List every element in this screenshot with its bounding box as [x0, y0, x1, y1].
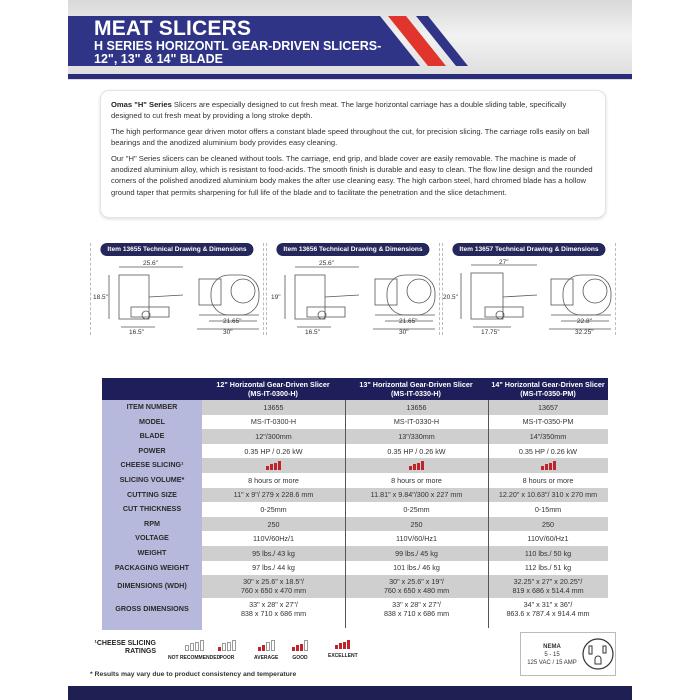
- technical-drawing-13656: [266, 243, 440, 335]
- description-box: [100, 90, 606, 218]
- table-cell: 12.20" x 10.63"/ 310 x 270 mm: [488, 488, 608, 503]
- technical-drawing-13657: [442, 243, 616, 335]
- table-cell: 95 lbs./ 43 kg: [202, 546, 345, 561]
- description-paragraph-1: [111, 99, 595, 122]
- table-cell: 13657: [488, 400, 608, 415]
- drawing-title: Item 13656 Technical Drawing & Dimensions: [276, 243, 429, 256]
- table-cell: 0-25mm: [260, 504, 287, 514]
- row-label: MODEL: [139, 416, 165, 426]
- drawing-diagram: [267, 257, 439, 335]
- nema-plug-box: [520, 632, 616, 676]
- table-cell: 250: [345, 517, 488, 532]
- table-cell: 110V/60/Hz1: [395, 534, 438, 544]
- table-cell: 14"/350mm: [488, 429, 608, 444]
- table-row: [102, 561, 608, 576]
- header-underline: [68, 74, 632, 79]
- legend-level-label: POOR: [219, 654, 235, 661]
- legend-title-line-1: ¹CHEESE SLICING: [94, 640, 156, 647]
- table-cell: 8 hours or more: [248, 475, 299, 485]
- table-cell: 101 lbs./ 46 kg: [393, 563, 440, 573]
- nema-label: NEMA: [543, 644, 561, 650]
- table-cell: 0-25mm: [403, 504, 430, 514]
- table-cell: 13656: [345, 400, 488, 415]
- table-cell: 112 lbs./ 51 kg: [524, 563, 572, 573]
- row-label: RPM: [144, 518, 160, 528]
- column-header-model: (MS-IT-0350-PM): [520, 389, 576, 398]
- legend-level: [254, 640, 278, 661]
- cheese-rating-bars-icon: [218, 640, 236, 651]
- table-cell: 34" x 31" x 36"/ 863.6 x 787.4 x 914.4 mm: [506, 599, 590, 618]
- nema-text: [525, 643, 579, 667]
- table-cell: 8 hours or more: [522, 475, 574, 485]
- table-cell: 11" x 9"/ 279 x 228.6 mm: [202, 488, 345, 503]
- table-cell: MS-IT-0300-H: [250, 417, 297, 427]
- table-row: [102, 517, 608, 532]
- table-cell: [488, 458, 608, 473]
- table-row: [102, 458, 608, 473]
- page-title: MEAT SLICERS: [94, 17, 252, 40]
- cheese-rating-bars-icon: [541, 461, 556, 470]
- drawing-diagram: [443, 257, 615, 335]
- table-cell: 110V/60Hz/1: [252, 534, 295, 544]
- legend-level-label: GOOD: [292, 654, 308, 661]
- table-cell: MS-IT-0350-PM: [522, 417, 574, 427]
- cheese-rating-bars-icon: [185, 640, 204, 651]
- row-label: DIMENSIONS (WDH): [117, 581, 187, 591]
- cheese-rating-bars-icon: [335, 640, 350, 649]
- column-divider: [488, 400, 489, 628]
- cheese-rating-bars-icon: [292, 640, 308, 651]
- row-label: CHEESE SLICING¹: [120, 460, 184, 470]
- table-cell: 8 hours or more: [391, 475, 442, 485]
- spec-sheet-page: [68, 0, 632, 700]
- nema-type: 5 - 15: [544, 652, 560, 658]
- table-cell: 32.25" x 27" x 20.25"/ 819 x 686 x 514.4 mm: [488, 575, 608, 598]
- header-banner: [68, 0, 632, 80]
- brand-name: Omas "H" Series: [111, 100, 172, 109]
- table-row: [102, 444, 608, 459]
- description-paragraph-2: The high performance gear driven motor offers a constant blade speed throughout the cut, for precision slicing. The carriage rolls easily on ball bearings and the anodized aluminium body provides easy cleaning.: [111, 126, 590, 148]
- legend-level: [168, 640, 220, 661]
- row-label: VOLTAGE: [135, 533, 169, 543]
- table-row: [102, 400, 608, 415]
- legend-level: [328, 640, 358, 659]
- table-row: [102, 473, 608, 488]
- table-cell: 30" x 25.6" x 19"/ 760 x 650 x 480 mm: [345, 575, 488, 598]
- dim-outer: 30": [399, 329, 409, 335]
- row-label: BLADE: [139, 431, 165, 441]
- column-divider: [345, 400, 346, 628]
- table-cell: 12"/300mm: [202, 429, 345, 444]
- table-row: [102, 415, 608, 430]
- legend-level-label: EXCELLENT: [328, 652, 358, 659]
- dim-outer: 30": [223, 329, 233, 335]
- dim-base: 17.75": [481, 329, 500, 335]
- table-cell: 11.81" x 9.84"/300 x 227 mm: [345, 488, 488, 503]
- cheese-rating-bars-icon: [409, 461, 424, 470]
- table-cell: [345, 458, 488, 473]
- row-label: ITEM NUMBER: [126, 402, 178, 411]
- column-header-title: 12" Horizontal Gear-Driven Slicer: [216, 380, 330, 389]
- table-cell: 250: [202, 517, 345, 532]
- legend-level: [292, 640, 308, 661]
- column-header-title: 14" Horizontal Gear-Driven Slicer: [491, 380, 605, 389]
- row-label: WEIGHT: [137, 548, 167, 557]
- spec-table-header: [102, 378, 608, 400]
- column-header-12in: [202, 380, 344, 398]
- cheese-slicing-legend: [88, 640, 408, 664]
- dim-outer: 32.25": [575, 329, 594, 335]
- drawing-title: Item 13657 Technical Drawing & Dimensions: [452, 243, 605, 256]
- table-cell: 97 lbs./ 44 kg: [252, 563, 295, 573]
- table-cell: 110V/60/Hz1: [527, 534, 569, 544]
- legend-level-label: NOT RECOMMENDED: [168, 654, 221, 661]
- footer-bar: [68, 686, 632, 700]
- table-cell: 0.35 HP / 0.26 kW: [244, 446, 303, 456]
- dim-height: 20.5": [443, 294, 458, 301]
- table-cell: 250: [488, 517, 608, 532]
- description-text-1: Slicers are especially designed to cut fresh meat. The large horizontal carriage has a double sliding table, specifically designed to cut fresh meat by providing a long stroke depth.: [111, 100, 567, 121]
- dim-inner: 22.8": [577, 318, 592, 325]
- row-label: CUT THICKNESS: [122, 504, 182, 514]
- disclaimer-note: * Results may vary due to product consistency and temperature: [90, 671, 297, 678]
- table-cell: 13655: [202, 400, 345, 415]
- technical-drawing-13655: [90, 243, 264, 335]
- table-row: [102, 502, 608, 517]
- table-cell: 0.35 HP / 0.26 kW: [518, 446, 578, 456]
- row-label: SLICING VOLUME*: [119, 475, 185, 484]
- column-header-14in: [488, 380, 608, 398]
- table-row: [102, 429, 608, 444]
- dim-width: 25.6": [143, 260, 158, 267]
- cheese-rating-bars-icon: [266, 461, 281, 470]
- drawing-title: Item 13655 Technical Drawing & Dimensions: [100, 243, 253, 256]
- legend-level: [218, 640, 236, 661]
- table-row: [102, 598, 608, 621]
- page-subtitle: [94, 40, 381, 65]
- dim-inner: 21.65": [223, 318, 242, 325]
- table-cell: 0-15mm: [534, 504, 562, 514]
- nema-5-15-outlet-icon: [581, 637, 615, 671]
- table-row: [102, 546, 608, 561]
- drawing-diagram: [91, 257, 263, 335]
- nema-rating: 125 VAC / 15 AMP: [527, 660, 577, 666]
- cheese-rating-bars-icon: [258, 640, 275, 651]
- dim-base: 16.5": [129, 329, 144, 335]
- row-label: POWER: [138, 445, 166, 455]
- dim-height: 19": [271, 294, 281, 301]
- table-cell: 0.35 HP / 0.26 kW: [387, 446, 446, 456]
- subtitle-line-2: 12", 13" & 14" BLADE: [94, 51, 223, 66]
- description-paragraph-3: Our "H" Series slicers can be cleaned without tools. The carriage, end grip, and blade cover are easily removable. The machine is made of anodized aluminium alloy, which is resistant to food-acids. The smooth finish is durable and easy to clean. The flow line design and the rounded corners of the polished anodized aluminium body makes the after use cleaning easy. The high carbon steel, hard chromed blade has a hollow ground taper that permits sharpening for full life of the blade and to facilitate the penetration and the slice detachment.: [111, 153, 593, 197]
- legend-title-line-2: RATINGS: [125, 647, 156, 655]
- table-cell: 110 lbs./ 50 kg: [488, 546, 608, 561]
- table-cell: 33" x 28" x 27"/ 838 x 710 x 686 mm: [383, 599, 450, 618]
- row-label: GROSS DIMENSIONS: [115, 603, 189, 613]
- column-header-13in: [345, 380, 487, 398]
- column-header-model: (MS-IT-0300-H): [248, 389, 298, 398]
- dim-width: 25.6": [319, 260, 334, 267]
- legend-title: [88, 640, 156, 655]
- table-cell: 13"/330mm: [345, 429, 488, 444]
- row-label: PACKAGING WEIGHT: [114, 562, 190, 572]
- column-header-model: (MS-IT-0330-H): [391, 389, 441, 398]
- dim-inner: 21.65": [399, 318, 418, 325]
- table-row: [102, 488, 608, 503]
- legend-level-label: AVERAGE: [254, 654, 279, 661]
- table-cell: [202, 458, 345, 473]
- table-cell: 99 lbs./ 45 kg: [345, 546, 488, 561]
- dim-width: 27": [499, 259, 509, 266]
- subtitle-line-1: H SERIES HORIZONTL GEAR-DRIVEN SLICERS-: [94, 39, 382, 53]
- table-cell: 33" x 28" x 27"/ 838 x 710 x 686 mm: [240, 599, 307, 618]
- table-row: [102, 531, 608, 546]
- column-header-title: 13" Horizontal Gear-Driven Slicer: [359, 380, 473, 389]
- table-cell: 30" x 25.6" x 18.5"/ 760 x 650 x 470 mm: [202, 575, 345, 598]
- table-cell: MS-IT-0330-H: [393, 417, 440, 427]
- table-row: [102, 575, 608, 598]
- dim-base: 16.5": [305, 329, 320, 335]
- dim-height: 18.5": [93, 294, 108, 301]
- row-label: CUTTING SIZE: [127, 489, 177, 499]
